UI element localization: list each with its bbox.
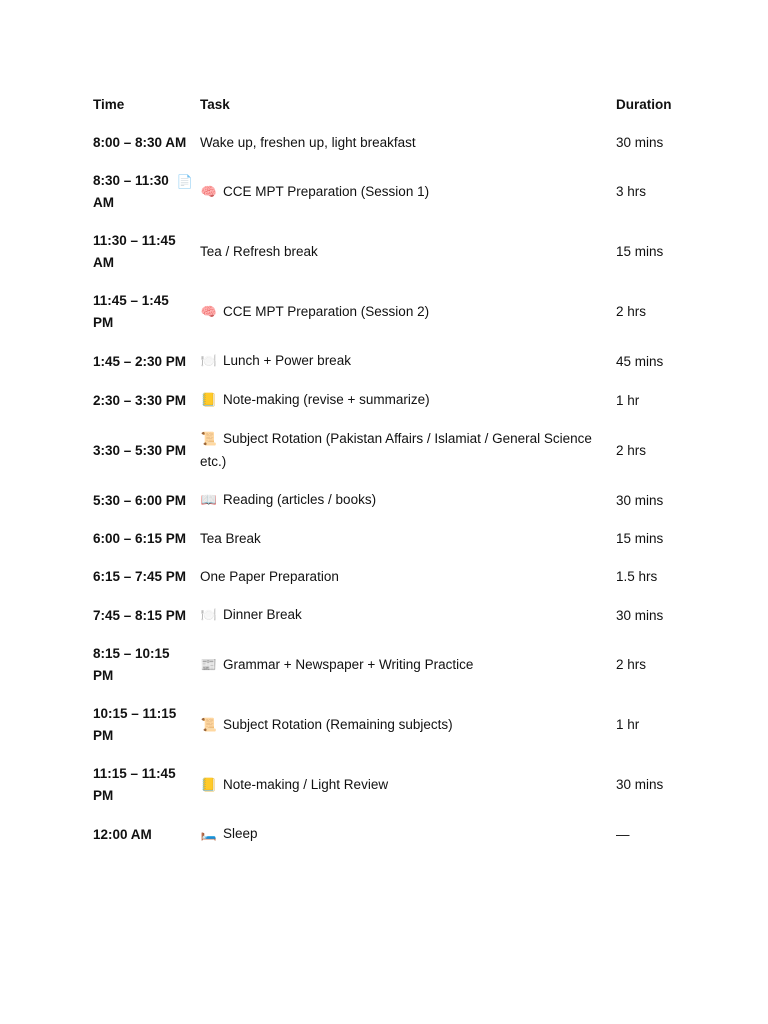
task-cell	[195, 695, 611, 755]
time-cell: 6:15 – 7:45 PM	[93, 569, 187, 584]
duration-cell: 1 hr	[616, 392, 640, 408]
task-cell	[195, 420, 611, 481]
task-label: Subject Rotation (Pakistan Affairs / Islamiat / General Science etc.)	[200, 431, 592, 469]
time-cell: 11:45 – 1:45 PM	[93, 293, 169, 330]
table-row	[88, 755, 688, 815]
duration-cell: 1.5 hrs	[616, 569, 658, 584]
duration-cell: 30 mins	[616, 777, 664, 792]
schedule-rows	[88, 124, 688, 854]
task-label: Reading (articles / books)	[223, 492, 377, 507]
duration-cell: 30 mins	[616, 492, 664, 508]
task-label: Note-making / Light Review	[223, 776, 389, 792]
task-label: One Paper Preparation	[200, 569, 339, 584]
task-label: Grammar + Newspaper + Writing Practice	[223, 656, 474, 672]
time-cell: 1:45 – 2:30 PM	[93, 353, 187, 369]
task-cell	[195, 162, 611, 222]
brain-icon: 🧠	[200, 184, 218, 200]
table-row	[88, 222, 688, 282]
time-cell: 8:15 – 10:15 PM	[93, 646, 170, 683]
duration-cell: 2 hrs	[616, 442, 647, 458]
duration-cell: 2 hrs	[616, 304, 647, 319]
task-label: Wake up, freshen up, light breakfast	[200, 135, 416, 150]
task-label: Note-making (revise + summarize)	[223, 392, 430, 407]
task-cell	[195, 815, 611, 854]
plate-icon: 🍽️	[200, 354, 218, 369]
brain-icon: 🧠	[200, 304, 218, 320]
time-cell: 5:30 – 6:00 PM	[93, 492, 187, 508]
table-row	[88, 481, 688, 520]
time-cell: 2:30 – 3:30 PM	[93, 392, 187, 408]
newspaper-icon: 📰	[200, 657, 218, 673]
duration-column-header: Duration	[616, 97, 672, 112]
table-row	[88, 124, 688, 162]
task-column-header: Task	[200, 97, 230, 112]
duration-cell: —	[616, 826, 630, 842]
task-cell	[195, 481, 611, 520]
task-cell	[195, 635, 611, 695]
time-cell: 10:15 – 11:15 PM	[93, 706, 177, 743]
time-cell: 8:30 – 11:30 AM	[93, 173, 169, 210]
task-cell	[195, 755, 611, 815]
time-cell: 11:30 – 11:45 AM	[93, 233, 176, 270]
time-cell: 6:00 – 6:15 PM	[93, 531, 187, 546]
duration-cell: 15 mins	[616, 531, 664, 546]
task-label: Tea Break	[200, 531, 261, 546]
task-cell	[195, 124, 611, 162]
scroll-icon: 📜	[200, 432, 218, 447]
duration-cell: 2 hrs	[616, 657, 647, 672]
plate-icon: 🍽️	[200, 608, 218, 623]
schedule-page	[88, 86, 688, 854]
table-row	[88, 520, 688, 558]
task-label: CCE MPT Preparation (Session 2)	[223, 303, 430, 319]
time-cell: 12:00 AM	[93, 826, 152, 842]
task-cell	[195, 222, 611, 282]
task-cell	[195, 381, 611, 420]
task-label: Subject Rotation (Remaining subjects)	[223, 716, 453, 732]
task-cell	[195, 520, 611, 558]
table-row	[88, 282, 688, 342]
duration-cell: 30 mins	[616, 135, 664, 150]
time-cell: 7:45 – 8:15 PM	[93, 607, 187, 623]
task-cell	[195, 596, 611, 635]
table-header-row	[88, 86, 688, 124]
table-row	[88, 558, 688, 596]
notebook-icon: 📒	[200, 393, 218, 408]
duration-cell: 15 mins	[616, 244, 664, 259]
table-row	[88, 815, 688, 854]
bed-icon: 🛏️	[200, 827, 218, 842]
task-cell	[195, 282, 611, 342]
time-cell: 3:30 – 5:30 PM	[93, 442, 187, 458]
table-row	[88, 635, 688, 695]
table-row	[88, 695, 688, 755]
duration-cell: 3 hrs	[616, 184, 647, 199]
schedule-table	[88, 86, 688, 854]
duration-cell: 30 mins	[616, 607, 664, 623]
open-book-icon: 📖	[200, 493, 218, 508]
time-column-header: Time	[93, 97, 125, 112]
table-row	[88, 381, 688, 420]
task-label: Dinner Break	[223, 607, 302, 622]
table-row	[88, 596, 688, 635]
task-label: Sleep	[223, 826, 258, 841]
task-label: Tea / Refresh break	[200, 244, 318, 259]
notebook-icon: 📒	[200, 777, 218, 793]
table-row	[88, 420, 688, 481]
duration-cell: 1 hr	[616, 717, 640, 732]
scroll-icon: 📜	[200, 717, 218, 733]
duration-cell: 45 mins	[616, 353, 664, 369]
task-label: Lunch + Power break	[223, 353, 351, 368]
task-label: CCE MPT Preparation (Session 1)	[223, 183, 430, 199]
time-cell: 11:15 – 11:45 PM	[93, 766, 176, 803]
table-row	[88, 342, 688, 381]
time-cell: 8:00 – 8:30 AM	[93, 135, 187, 150]
page-icon: 📄	[176, 175, 194, 190]
task-cell	[195, 342, 611, 381]
